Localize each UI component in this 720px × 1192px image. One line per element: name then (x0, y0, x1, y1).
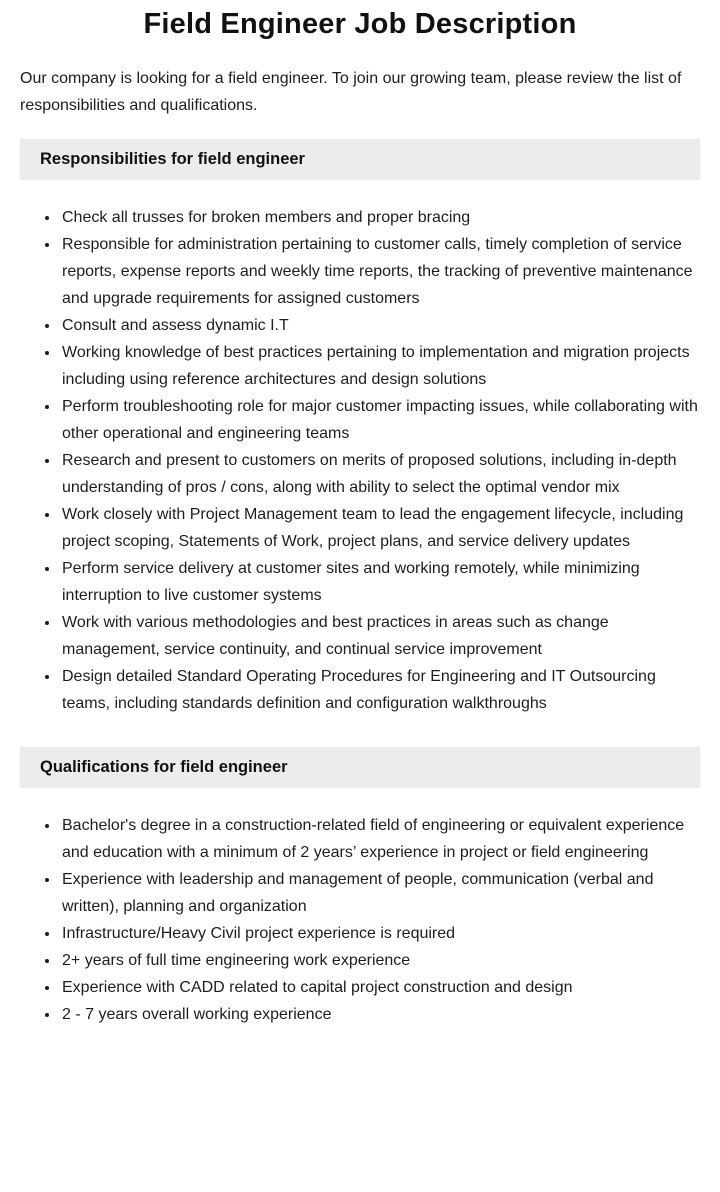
responsibilities-heading: Responsibilities for field engineer (20, 139, 700, 180)
list-item: • Experience with leadership and management of people, communication (verbal and written), planning and organization (60, 866, 700, 920)
responsibilities-list (20, 180, 700, 747)
list-item: • Perform troubleshooting role for major customer impacting issues, while collaborating with other operational and engineering teams (60, 393, 700, 447)
section-responsibilities (20, 139, 700, 747)
list-item: • Responsible for administration pertaining to customer calls, timely completion of service reports, expense reports and weekly time reports, the tracking of preventive maintenance and upgrade requirements for assigned customers (60, 231, 700, 312)
list-item: • Bachelor's degree in a construction-related field of engineering or equivalent experience and education with a minimum of 2 years’ experience in project or field engineering (60, 812, 700, 866)
list-item: • Design detailed Standard Operating Procedures for Engineering and IT Outsourcing teams, including standards definition and configuration walkthroughs (60, 663, 700, 717)
list-item: • Research and present to customers on merits of proposed solutions, including in-depth understanding of pros / cons, along with ability to select the optimal vendor mix (60, 447, 700, 501)
qualifications-list (20, 788, 700, 1058)
qualifications-heading: Qualifications for field engineer (20, 747, 700, 788)
list-item: • Working knowledge of best practices pertaining to implementation and migration projects including using reference architectures and design solutions (60, 339, 700, 393)
list-item: • 2 - 7 years overall working experience (60, 1001, 700, 1028)
intro-paragraph: Our company is looking for a field engineer. To join our growing team, please review the list of responsibilities and qualifications. (20, 70, 682, 114)
page-title: Field Engineer Job Description (143, 8, 577, 40)
list-item: • 2+ years of full time engineering work experience (60, 947, 700, 974)
list-item: • Work with various methodologies and best practices in areas such as change management, service continuity, and continual service improvement (60, 609, 700, 663)
list-item: • Check all trusses for broken members and proper bracing (60, 204, 700, 231)
list-item: • Consult and assess dynamic I.T (60, 312, 700, 339)
list-item: • Perform service delivery at customer sites and working remotely, while minimizing interruption to live customer systems (60, 555, 700, 609)
section-qualifications (20, 747, 700, 1058)
list-item: • Infrastructure/Heavy Civil project experience is required (60, 920, 700, 947)
list-item: • Work closely with Project Management team to lead the engagement lifecycle, including project scoping, Statements of Work, project plans, and service delivery updates (60, 501, 700, 555)
list-item: • Experience with CADD related to capital project construction and design (60, 974, 700, 1001)
